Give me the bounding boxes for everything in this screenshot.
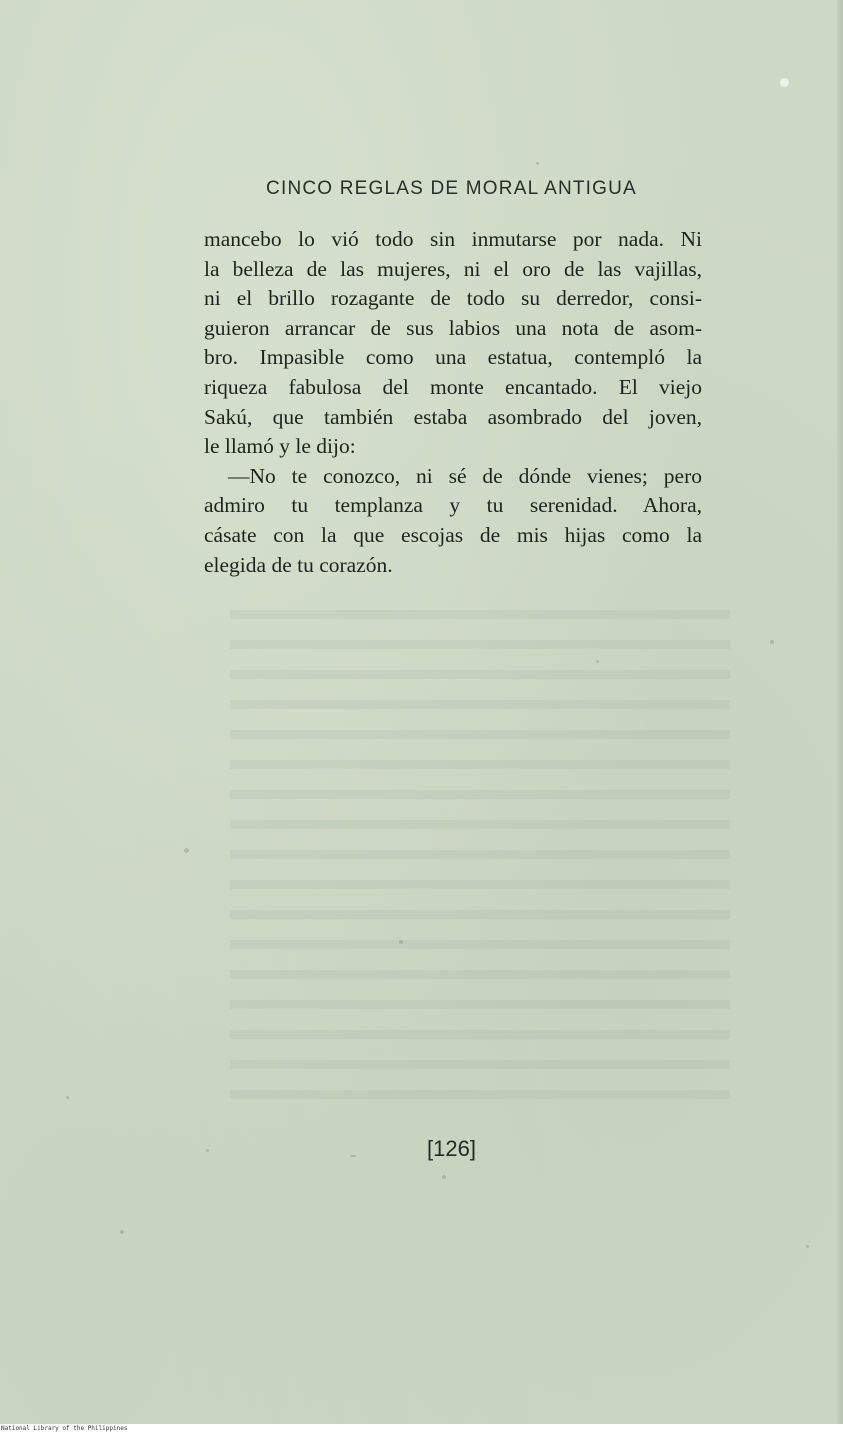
running-head: CINCO REGLAS DE MORAL ANTIGUA <box>266 178 637 199</box>
paper-speck <box>442 1175 446 1179</box>
paper-speck <box>596 660 599 663</box>
page-edge <box>837 0 843 1424</box>
paper-speck <box>399 940 403 944</box>
text-line: —No te conozco, ni sé de dónde vienes; pero <box>228 463 702 488</box>
text-line: bro. Impasible como una estatua, contempló la <box>204 345 702 370</box>
paper-speck <box>184 848 189 853</box>
bleed-through-text <box>230 610 730 1110</box>
paper-speck <box>536 162 539 165</box>
text-line: le llamó y le dijo: <box>204 434 356 459</box>
paper-speck <box>120 1230 124 1234</box>
text-line: guieron arrancar de sus labios una nota de asom- <box>204 315 702 340</box>
text-line: mancebo lo vió todo sin inmutarse por nada. Ni <box>204 227 702 251</box>
paper-speck <box>770 640 774 644</box>
text-line: cásate con la que escojas de mis hijas como la <box>204 522 702 547</box>
text-line: admiro tu templanza y tu serenidad. Ahora, <box>204 493 702 518</box>
text-line: ni el brillo rozagante de todo su derredor, consi- <box>204 286 702 311</box>
text-line: Sakú, que también estaba asombrado del joven, <box>204 404 702 429</box>
text-line: elegida de tu corazón. <box>204 552 393 577</box>
paper-speck <box>780 78 789 87</box>
library-credit: National Library of the Philippines <box>1 1425 128 1432</box>
page-number: [126] <box>427 1136 476 1161</box>
paper-speck <box>806 1245 809 1248</box>
text-line: riqueza fabulosa del monte encantado. El viejo <box>204 374 702 399</box>
body-text <box>204 225 702 580</box>
paper-speck <box>66 1096 69 1099</box>
text-line: la belleza de las mujeres, ni el oro de las vajillas, <box>204 256 702 281</box>
